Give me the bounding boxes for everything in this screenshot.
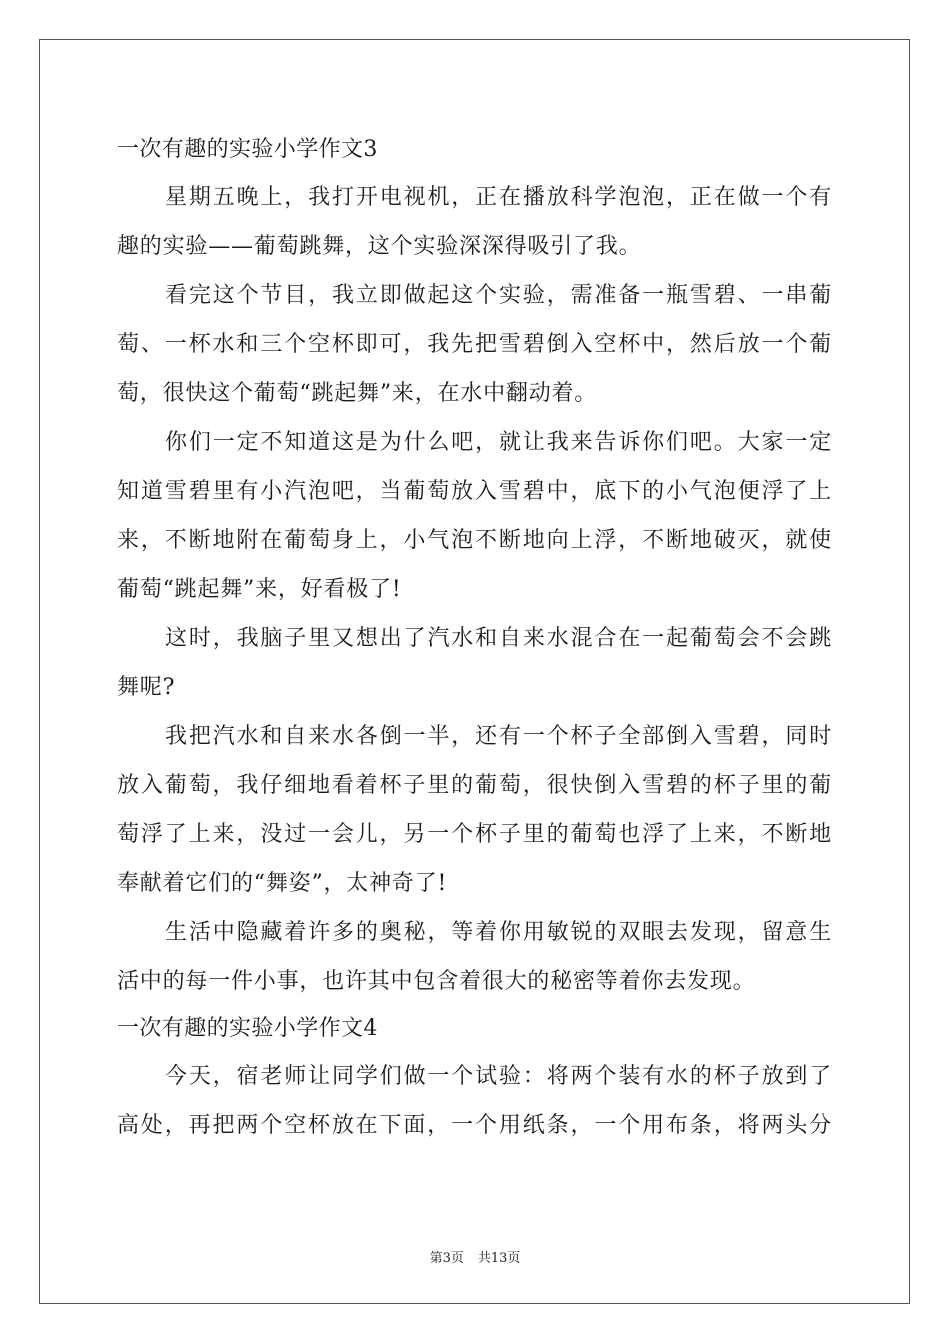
text-line: 活中的每一件小事，也许其中包含着很大的秘密等着你去发现。 [117,969,756,994]
paragraph [117,271,832,418]
paragraph [117,908,832,1006]
text-line: 看完这个节目，我立即做起这个实验，需准备一瓶雪碧、一串葡 [165,283,832,308]
text-line: 奉献着它们的“舞姿”，太神奇了! [117,871,448,896]
paragraph [117,614,832,712]
text-line: 我把汽水和自来水各倒一半，还有一个杯子全部倒入雪碧，同时 [165,724,832,749]
text-line: 放入葡萄，我仔细地看着杯子里的葡萄，很快倒入雪碧的杯子里的葡 [117,773,832,798]
text-line: 星期五晚上，我打开电视机，正在播放科学泡泡，正在做一个有 [165,185,832,210]
text-line: 葡萄“跳起舞”来，好看极了! [117,577,402,602]
text-line: 知道雪碧里有小汽泡吧，当葡萄放入雪碧中，底下的小气泡便浮了上 [117,479,832,504]
text-line: 趣的实验——葡萄跳舞，这个实验深深得吸引了我。 [117,234,642,259]
text-line: 这时，我脑子里又想出了汽水和自来水混合在一起葡萄会不会跳 [165,626,832,651]
paragraph [117,712,832,908]
page-footer [0,1247,950,1266]
page-number: 第3页 [429,1251,464,1266]
text-line: 生活中隐藏着许多的奥秘，等着你用敏锐的双眼去发现，留意生 [165,920,832,945]
text-line: 萄浮了上来，没过一会儿，另一个杯子里的葡萄也浮了上来，不断地 [117,822,832,847]
page-total: 共13页 [477,1251,521,1266]
text-line: 来，不断地附在葡萄身上，小气泡不断地向上浮，不断地破灭，就使 [117,528,832,553]
section-title: 一次有趣的实验小学作文3 [117,137,378,162]
text-line: 萄，很快这个葡萄“跳起舞”来，在水中翻动着。 [117,381,598,406]
section-title: 一次有趣的实验小学作文4 [117,1016,378,1041]
text-line: 高处，再把两个空杯放在下面，一个用纸条，一个用布条，将两头分 [117,1113,832,1138]
text-line: 萄、一杯水和三个空杯即可，我先把雪碧倒入空杯中，然后放一个葡 [117,332,832,357]
text-line: 你们一定不知道这是为什么吧，就让我来告诉你们吧。大家一定 [165,430,832,455]
paragraph [117,173,832,271]
paragraph [117,1052,832,1150]
text-line: 舞呢? [117,675,176,700]
text-line: 今天，宿老师让同学们做一个试验：将两个装有水的杯子放到了 [165,1064,832,1089]
paragraph [117,418,832,614]
document-body [117,127,832,1150]
